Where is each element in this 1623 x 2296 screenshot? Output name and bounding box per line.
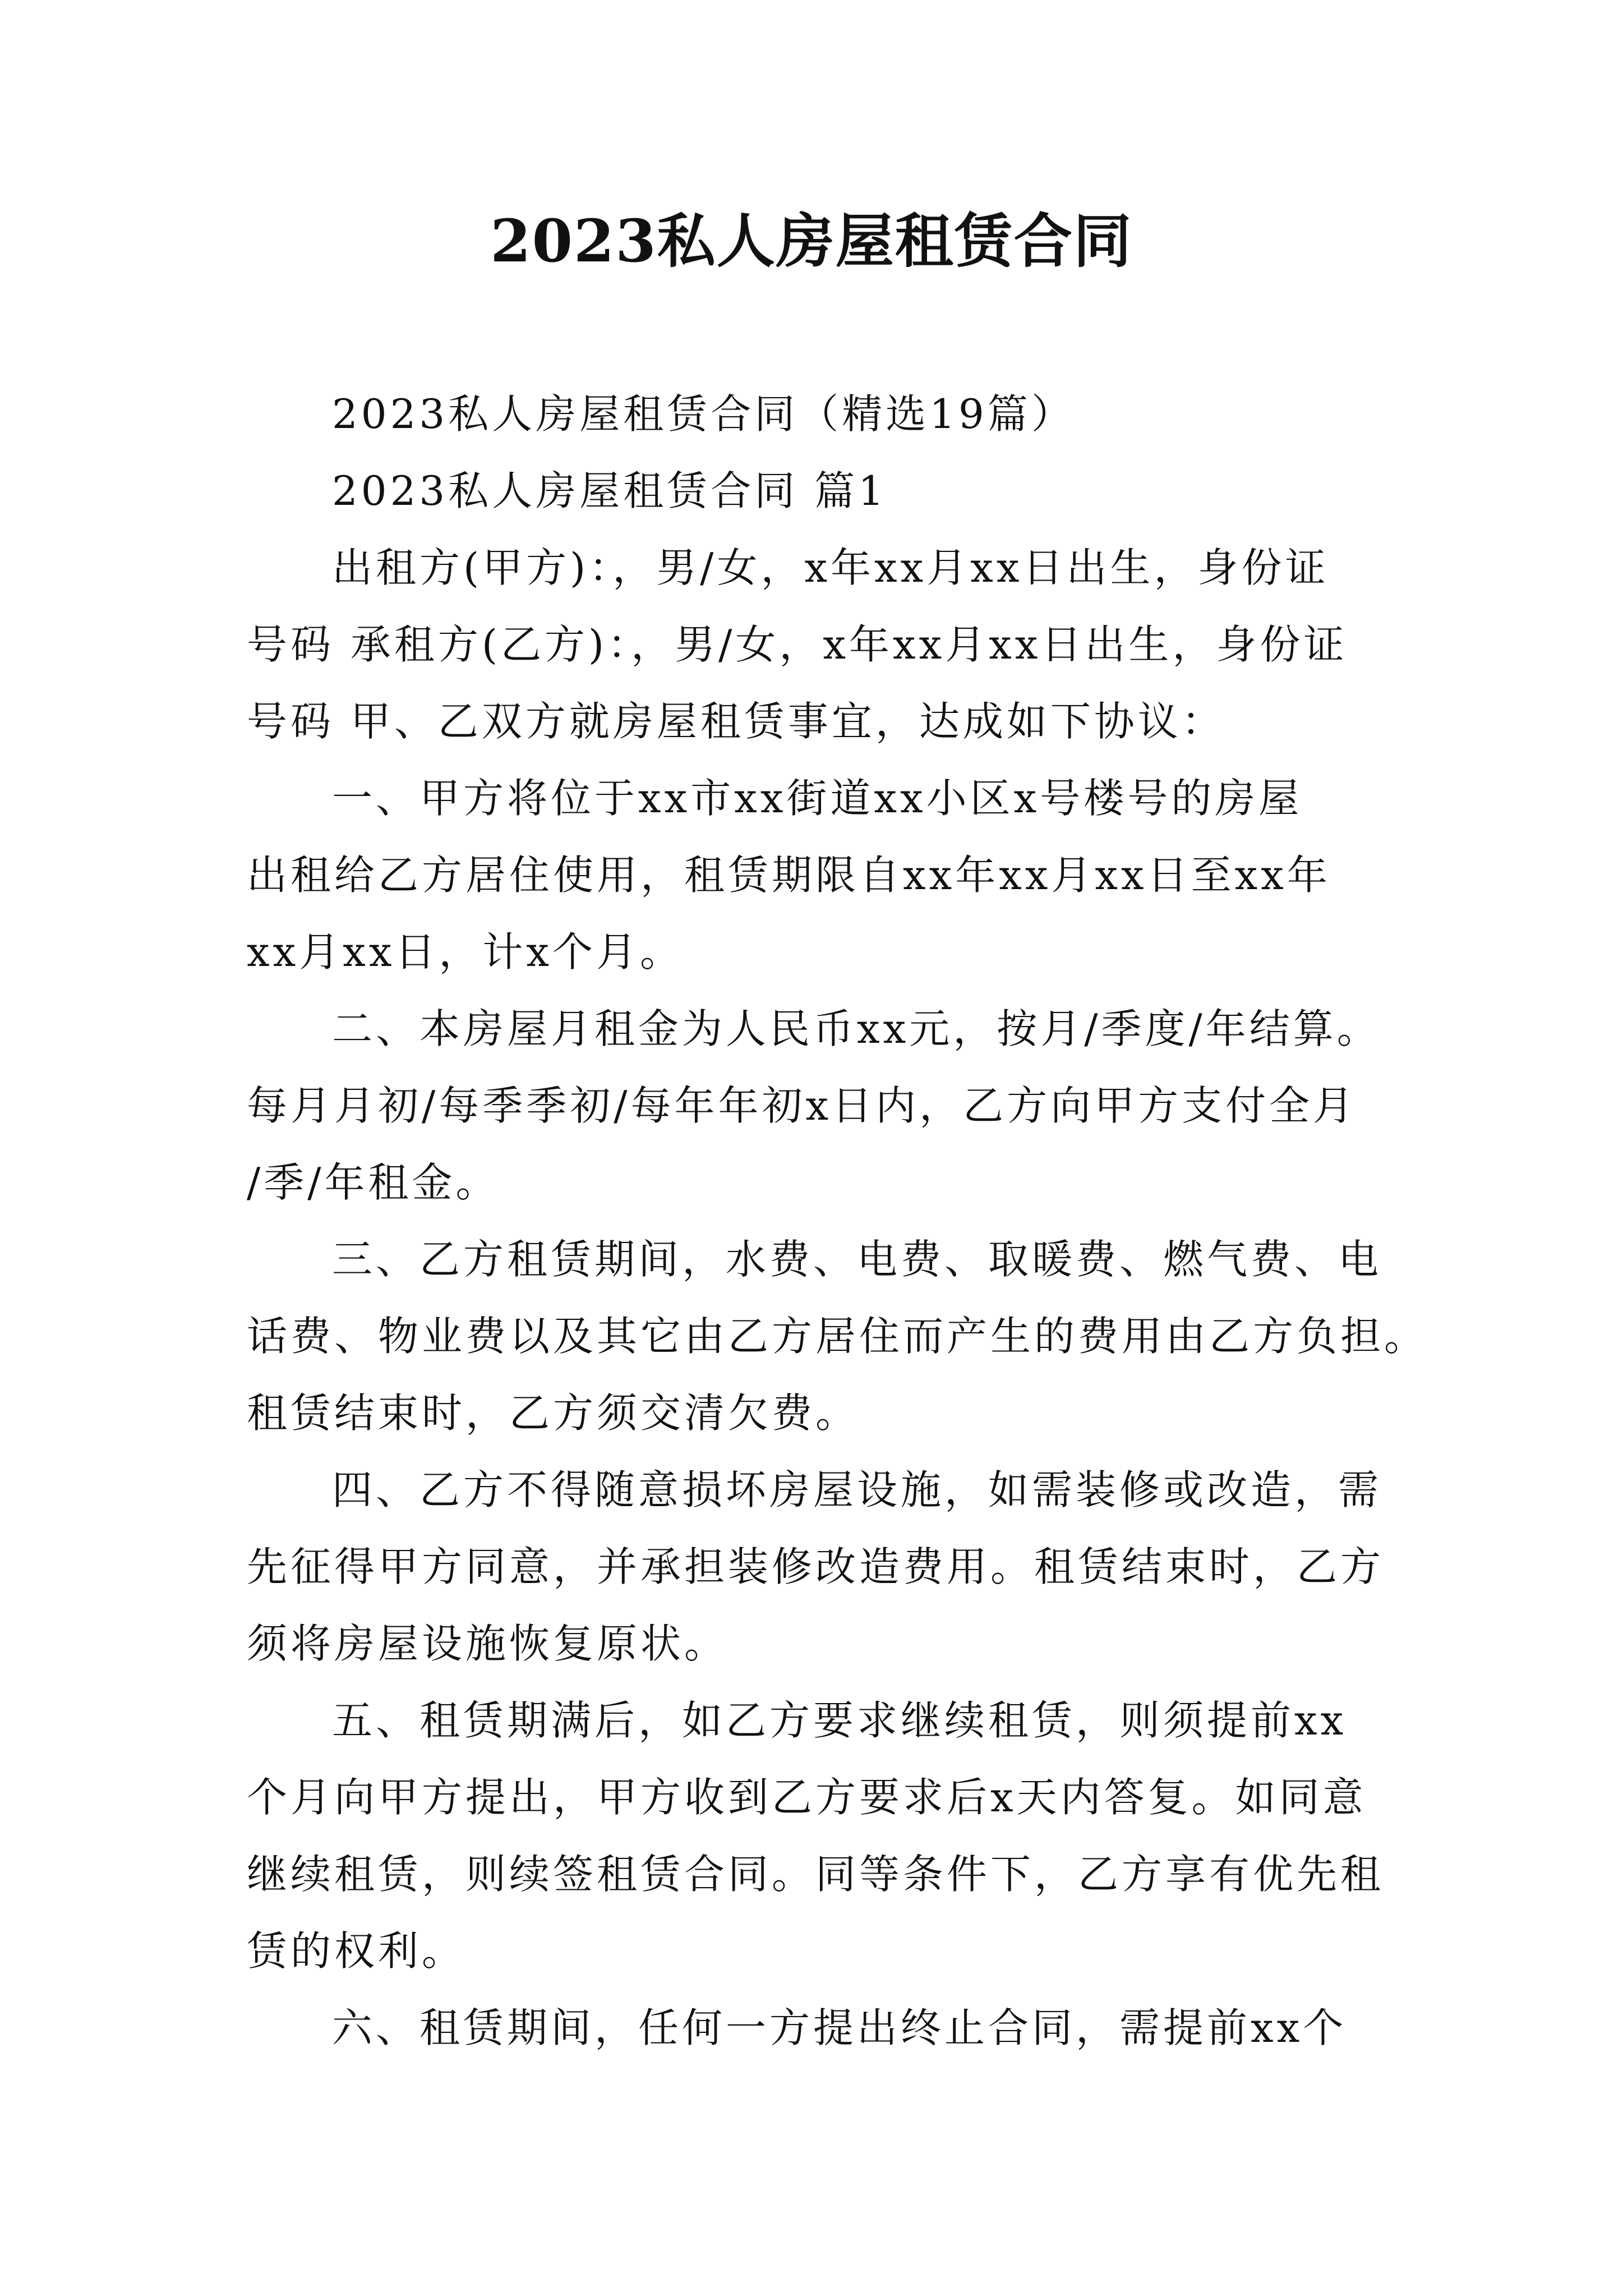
clause-2-line: /季/年租金。 — [247, 1159, 500, 1206]
clause-4-line: 须将房屋设施恢复原状。 — [247, 1620, 728, 1667]
clause-4-line: 先征得甲方同意，并承担装修改造费用。租赁结束时，乙方 — [247, 1543, 1385, 1590]
clause-1-line: 出租给乙方居住使用，租赁期限自xx年xx月xx日至xx年 — [247, 852, 1331, 899]
clause-5-line: 赁的权利。 — [247, 1927, 466, 1975]
clause-3-line: 三、乙方租赁期间，水费、电费、取暖费、燃气费、电 — [332, 1236, 1382, 1283]
clause-6-line: 六、租赁期间，任何一方提出终止合同，需提前xx个 — [332, 2004, 1347, 2051]
document-body — [247, 376, 1428, 2067]
clause-2-line: 每月月初/每季季初/每年年初x日内，乙方向甲方支付全月 — [247, 1082, 1357, 1129]
clause-5-line: 个月向甲方提出，甲方收到乙方要求后x天内答复。如同意 — [247, 1774, 1367, 1821]
document-title: 2023私人房屋租赁合同 — [490, 206, 1133, 275]
text-line: 出租方(甲方)：，男/女，x年xx月xx日出生，身份证 — [332, 544, 1329, 591]
clause-3-line: 租赁结束时，乙方须交清欠费。 — [247, 1389, 860, 1437]
clause-4-line: 四、乙方不得随意损坏房屋设施，如需装修或改造，需 — [332, 1466, 1382, 1513]
clause-2-line: 二、本房屋月租金为人民币xx元，按月/季度/年结算。 — [332, 1005, 1381, 1052]
clause-1-line: xx月xx日，计x个月。 — [247, 928, 684, 976]
clause-5-line: 五、租赁期满后，如乙方要求继续租赁，则须提前xx — [332, 1697, 1347, 1744]
clause-3-line: 话费、物业费以及其它由乙方居住而产生的费用由乙方负担。 — [247, 1313, 1428, 1360]
section-heading: 2023私人房屋租赁合同 篇1 — [332, 467, 887, 514]
clause-5-line: 继续租赁，则续签租赁合同。同等条件下，乙方享有优先租 — [247, 1851, 1385, 1898]
subtitle-line: 2023私人房屋租赁合同（精选19篇） — [332, 390, 1075, 438]
clause-1-line: 一、甲方将位于xx市xx街道xx小区x号楼号的房屋 — [332, 775, 1303, 822]
text-line: 号码 承租方(乙方)：，男/女，x年xx月xx日出生，身份证 — [247, 621, 1348, 668]
text-line: 号码 甲、乙双方就房屋租赁事宜，达成如下协议： — [247, 698, 1225, 745]
